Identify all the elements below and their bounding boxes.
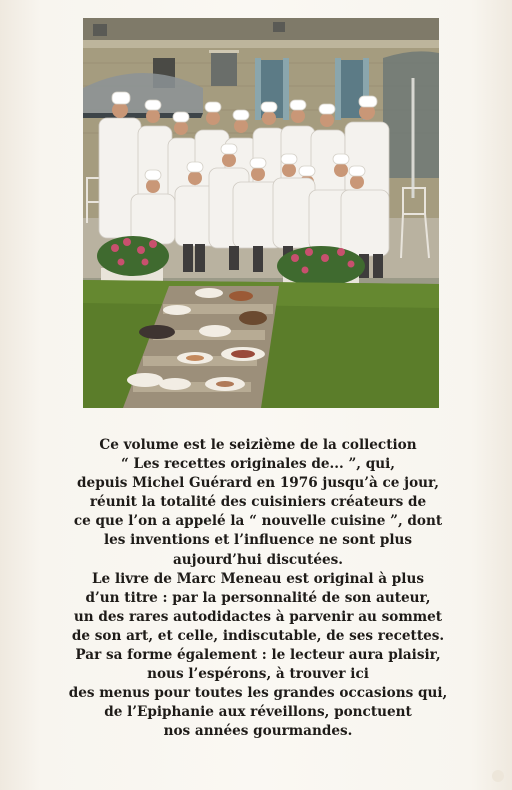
- text-line: nos années gourmandes.: [163, 723, 353, 740]
- text-line: Ce volume est le seizième de la collection: [99, 437, 417, 453]
- text-line: un des rares autodidactes à parvenir au sommet: [73, 608, 443, 625]
- collection-description: [60, 436, 456, 742]
- text-line: les inventions et l’influence ne sont plus: [103, 532, 413, 549]
- text-line: de l’Epiphanie aux réveillons, ponctuent: [104, 704, 412, 721]
- text-line: “ Les recettes originales de... ”, qui,: [120, 456, 396, 473]
- text-line: ce que l’on a appelé la “ nouvelle cuisine ”, dont: [73, 513, 443, 530]
- chefs-brigade-photo: [83, 18, 439, 408]
- text-line: aujourd’hui discutées.: [172, 551, 344, 568]
- text-line: d’un titre : par la personnalité de son auteur,: [85, 589, 431, 606]
- text-line: des menus pour toutes les grandes occasions qui,: [68, 685, 448, 702]
- text-line: depuis Michel Guérard en 1976 jusqu’à ce jour,: [77, 475, 439, 492]
- text-line: nous l’espérons, à trouver ici: [147, 666, 369, 683]
- text-line: Par sa forme également : le lecteur aura plaisir,: [75, 647, 441, 664]
- text-line: réunit la totalité des cuisiniers créateurs de: [89, 494, 427, 511]
- text-line: Le livre de Marc Meneau est original à plus: [92, 570, 424, 587]
- text-line: de son art, et celle, indiscutable, de ses recettes.: [71, 627, 445, 644]
- page-corner-mark: [492, 770, 504, 782]
